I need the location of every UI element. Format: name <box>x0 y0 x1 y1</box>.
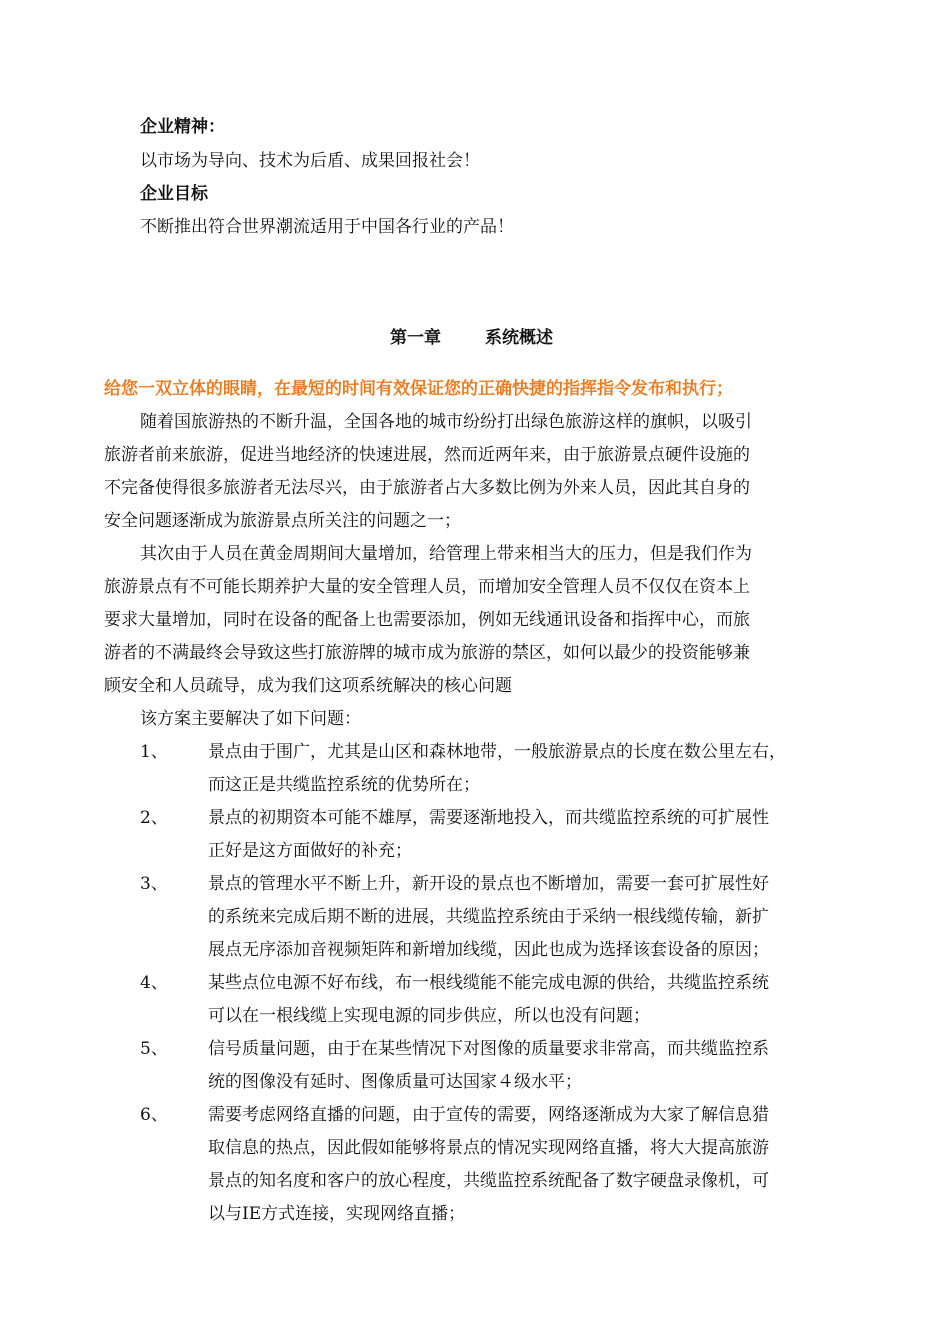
list-item-line: 景点的初期资本可能不雄厚，需要逐渐地投入，而共缆监控系统的可扩展性 <box>208 808 769 828</box>
list-item-line: 统的图像没有延时、图像质量可达国家４级水平； <box>208 1072 582 1092</box>
highlight-sentence: 给您一双立体的眼睛，在最短的时间有效保证您的正确快捷的指挥指令发布和执行； <box>104 379 733 399</box>
para1-line: 安全问题逐渐成为旅游景点所关注的问题之一； <box>104 511 461 531</box>
list-item-line: 而这正是共缆监控系统的优势所在； <box>208 775 480 795</box>
para1-line: 旅游者前来旅游，促进当地经济的快速进展，然而近两年来，由于旅游景点硬件设施的 <box>104 445 750 465</box>
spirit-text: 以市场为导向、技术为后盾、成果回报社会！ <box>140 151 480 171</box>
list-item-line: 需要考虑网络直播的问题，由于宣传的需要，网络逐渐成为大家了解信息猎 <box>208 1105 769 1125</box>
list-item-number: 6、 <box>140 1105 168 1125</box>
goal-text: 不断推出符合世界潮流适用于中国各行业的产品！ <box>140 217 514 237</box>
para2-line: 要求大量增加，同时在设备的配备上也需要添加，例如无线通讯设备和指挥中心，而旅 <box>104 610 750 630</box>
list-item-number: 3、 <box>140 874 168 894</box>
list-item-line: 展点无序添加音视频矩阵和新增加线缆，因此也成为选择该套设备的原因； <box>208 940 769 960</box>
para2-line: 旅游景点有不可能长期养护大量的安全管理人员，而增加安全管理人员不仅仅在资本上 <box>104 577 750 597</box>
list-item-line: 景点的管理水平不断上升，新开设的景点也不断增加，需要一套可扩展性好 <box>208 874 769 894</box>
para2-line: 顾安全和人员疏导，成为我们这项系统解决的核心问题 <box>104 676 512 696</box>
list-item-number: 5、 <box>140 1039 168 1059</box>
list-item-line: 可以在一根线缆上实现电源的同步供应，所以也没有问题； <box>208 1006 650 1026</box>
list-item-number: 2、 <box>140 808 168 828</box>
list-item-line: 正好是这方面做好的补充； <box>208 841 412 861</box>
list-item-line: 以与IE方式连接，实现网络直播； <box>208 1204 466 1224</box>
goal-title: 企业目标 <box>140 184 208 204</box>
list-item-number: 1、 <box>140 742 168 762</box>
list-item-line: 信号质量问题，由于在某些情况下对图像的质量要求非常高，而共缆监控系 <box>208 1039 769 1059</box>
para1-line: 不完备使得很多旅游者无法尽兴，由于旅游者占大多数比例为外来人员，因此其自身的 <box>104 478 750 498</box>
para1-line: 随着国旅游热的不断升温，全国各地的城市纷纷打出绿色旅游这样的旗帜，以吸引 <box>140 412 752 432</box>
list-item-line: 景点的知名度和客户的放心程度，共缆监控系统配备了数字硬盘录像机，可 <box>208 1171 769 1191</box>
list-item-line: 景点由于围广，尤其是山区和森林地带，一般旅游景点的长度在数公里左右， <box>208 742 786 762</box>
intro-line: 该方案主要解决了如下问题： <box>140 709 361 729</box>
chapter-title: 系统概述 <box>485 328 553 348</box>
spirit-title: 企业精神： <box>140 117 225 137</box>
para2-line: 游者的不满最终会导致这些打旅游牌的城市成为旅游的禁区，如何以最少的投资能够兼 <box>104 643 750 663</box>
list-item-number: 4、 <box>140 973 168 993</box>
para2-line: 其次由于人员在黄金周期间大量增加，给管理上带来相当大的压力，但是我们作为 <box>140 544 752 564</box>
chapter-number: 第一章 <box>390 328 441 348</box>
list-item-line: 的系统来完成后期不断的进展，共缆监控系统由于采纳一根线缆传输，新扩 <box>208 907 769 927</box>
list-item-line: 某些点位电源不好布线，布一根线缆能不能完成电源的供给，共缆监控系统 <box>208 973 769 993</box>
list-item-line: 取信息的热点，因此假如能够将景点的情况实现网络直播，将大大提高旅游 <box>208 1138 769 1158</box>
